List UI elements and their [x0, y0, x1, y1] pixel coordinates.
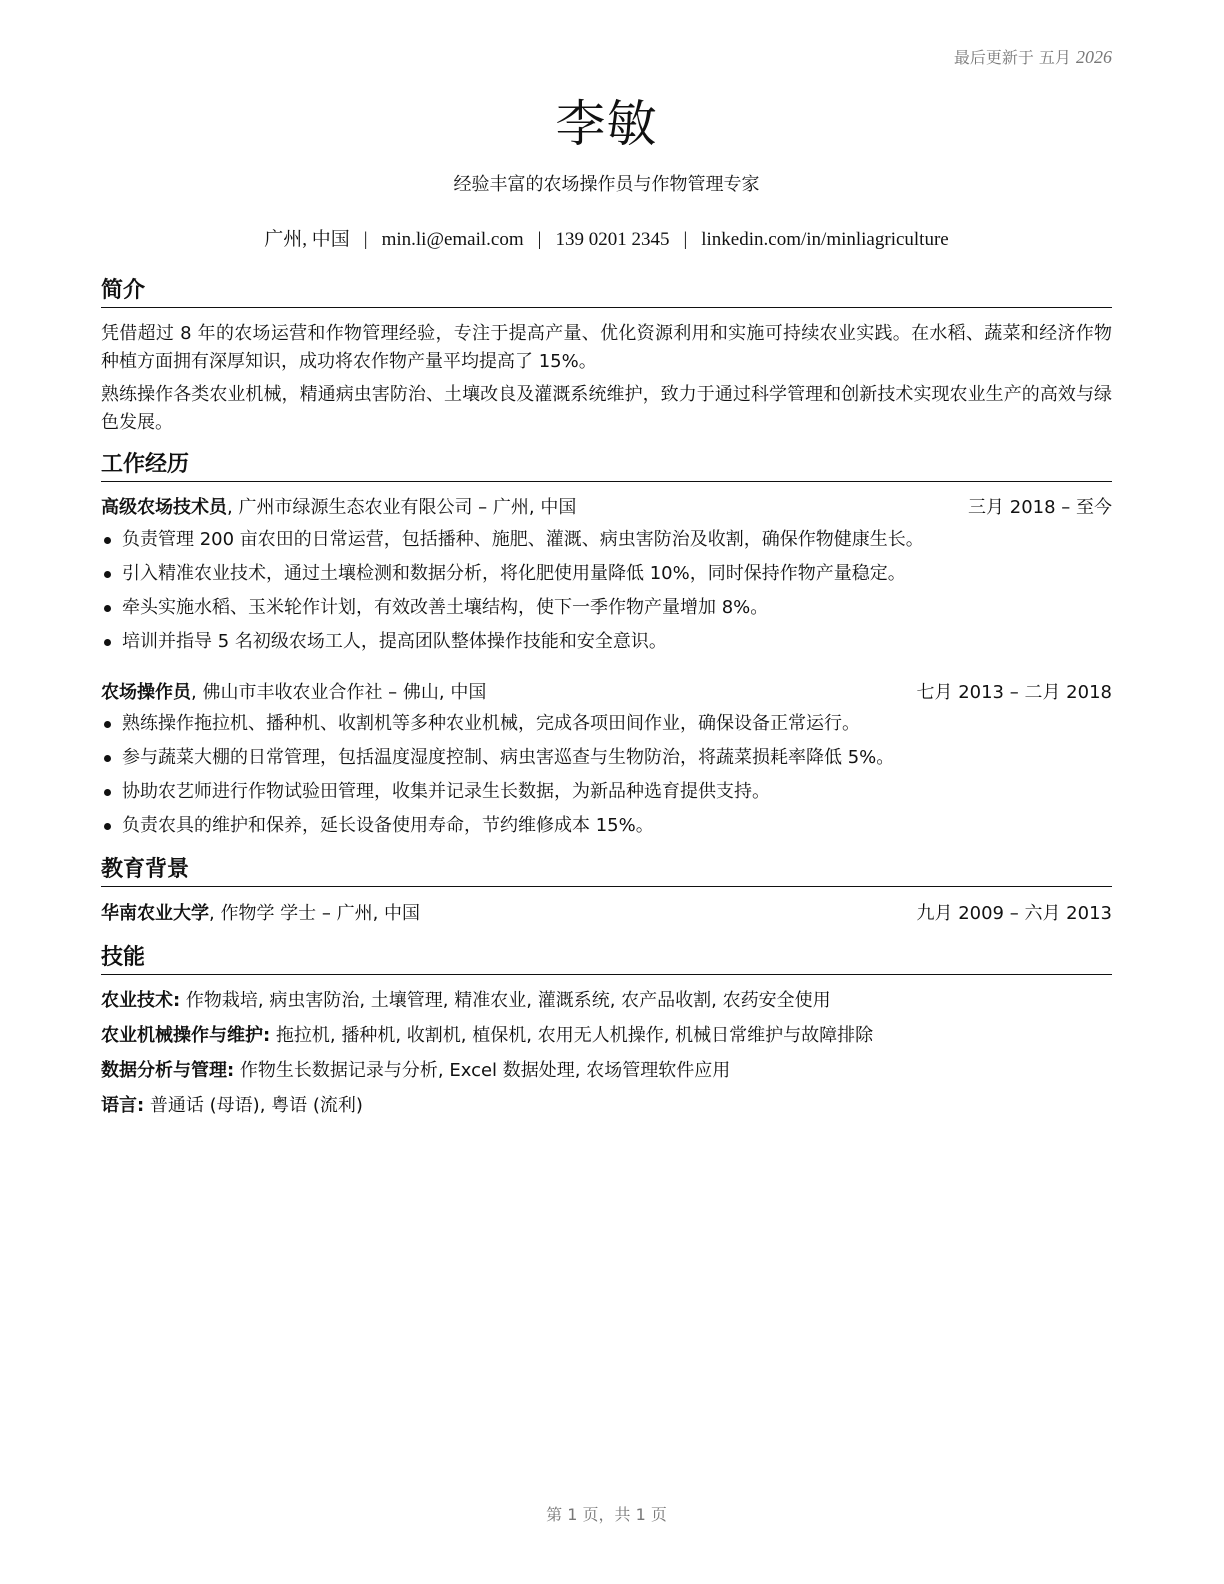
job-bullets [101, 711, 1112, 847]
contact-phone: 139 0201 2345 [555, 229, 670, 250]
contact-line [101, 224, 1112, 251]
skill-line [101, 1023, 1112, 1049]
section-title-skills: 技能 [101, 944, 1112, 975]
candidate-headline: 经验丰富的农场操作员与作物管理专家 [453, 174, 760, 195]
section-title-summary: 简介 [101, 277, 1112, 308]
job-bullets [101, 527, 1112, 663]
last-updated-year: 2026 [1076, 47, 1112, 67]
contact-separator: | [363, 229, 368, 250]
list-item: 培训并指导 5 名初级农场工人，提高团队整体操作技能和安全意识。 [101, 629, 1112, 663]
list-item: 协助农艺师进行作物试验田管理，收集并记录生长数据，为新品种选育提供支持。 [101, 779, 1112, 813]
contact-separator: | [537, 229, 542, 250]
skill-label: 数据分析与管理: [101, 1060, 235, 1081]
skill-label: 语言: [101, 1095, 145, 1116]
education-details: , 作物学 学士 – 广州, 中国 [209, 903, 421, 924]
education-entry [101, 901, 1112, 927]
skill-value: 作物栽培, 病虫害防治, 土壤管理, 精准农业, 灌溉系统, 农产品收割, 农药安全使用 [180, 990, 831, 1011]
last-updated-prefix: 最后更新于 五月 [953, 48, 1071, 67]
contact-separator: | [683, 229, 688, 250]
job-date: 七月 2013 – 二月 2018 [916, 682, 1112, 703]
skill-line [101, 1058, 1112, 1084]
education-school: 华南农业大学 [101, 903, 209, 924]
list-item: 牵头实施水稻、玉米轮作计划，有效改善土壤结构，使下一季作物产量增加 8%。 [101, 595, 1112, 629]
skill-value: 普通话 (母语), 粤语 (流利) [144, 1095, 363, 1116]
last-updated [954, 45, 1112, 68]
section-title-education: 教育背景 [101, 856, 1112, 887]
summary-paragraph: 熟练操作各类农业机械，精通病虫害防治、土壤改良及灌溉系统维护，致力于通过科学管理和创新技术实现农业生产的高效与绿色发展。 [101, 384, 1112, 433]
list-item: 负责农具的维护和保养，延长设备使用寿命，节约维修成本 15%。 [101, 813, 1112, 847]
contact-email[interactable]: min.li@email.com [381, 229, 524, 250]
list-item: 熟练操作拖拉机、播种机、收割机等多种农业机械，完成各项田间作业，确保设备正常运行。 [101, 711, 1112, 745]
job-date: 三月 2018 – 至今 [968, 497, 1112, 518]
list-item: 引入精准农业技术，通过土壤检测和数据分析，将化肥使用量降低 10%，同时保持作物产量稳定。 [101, 561, 1112, 595]
skill-line [101, 1093, 1112, 1119]
list-item: 负责管理 200 亩农田的日常运营，包括播种、施肥、灌溉、病虫害防治及收割，确保作物健康生长。 [101, 527, 1112, 561]
job-header [101, 680, 1112, 706]
contact-location: 广州, 中国 [264, 229, 350, 250]
skill-value: 作物生长数据记录与分析, Excel 数据处理, 农场管理软件应用 [234, 1060, 731, 1081]
skill-line [101, 988, 1112, 1014]
skill-label: 农业机械操作与维护: [101, 1025, 271, 1046]
candidate-name: 李敏 [555, 95, 658, 153]
job-details: , 广州市绿源生态农业有限公司 – 广州, 中国 [227, 497, 577, 518]
section-title-experience: 工作经历 [101, 451, 1112, 482]
list-item: 参与蔬菜大棚的日常管理，包括温度湿度控制、病虫害巡查与生物防治，将蔬菜损耗率降低 5%。 [101, 745, 1112, 779]
skill-label: 农业技术: [101, 990, 181, 1011]
education-date: 九月 2009 – 六月 2013 [916, 903, 1112, 924]
contact-linkedin[interactable]: linkedin.com/in/minliagriculture [701, 229, 949, 250]
job-title: 高级农场技术员 [101, 497, 227, 518]
job-details: , 佛山市丰收农业合作社 – 佛山, 中国 [191, 682, 487, 703]
page-footer: 第 1 页，共 1 页 [546, 1505, 667, 1524]
summary-paragraph: 凭借超过 8 年的农场运营和作物管理经验，专注于提高产量、优化资源利用和实施可持续农业实践。在水稻、蔬菜和经济作物种植方面拥有深厚知识，成功将农作物产量平均提高了 15%。 [101, 323, 1112, 372]
resume-page [101, 0, 1112, 1584]
skill-value: 拖拉机, 播种机, 收割机, 植保机, 农用无人机操作, 机械日常维护与故障排除 [270, 1025, 874, 1046]
job-title: 农场操作员 [101, 682, 191, 703]
job-header [101, 495, 1112, 521]
